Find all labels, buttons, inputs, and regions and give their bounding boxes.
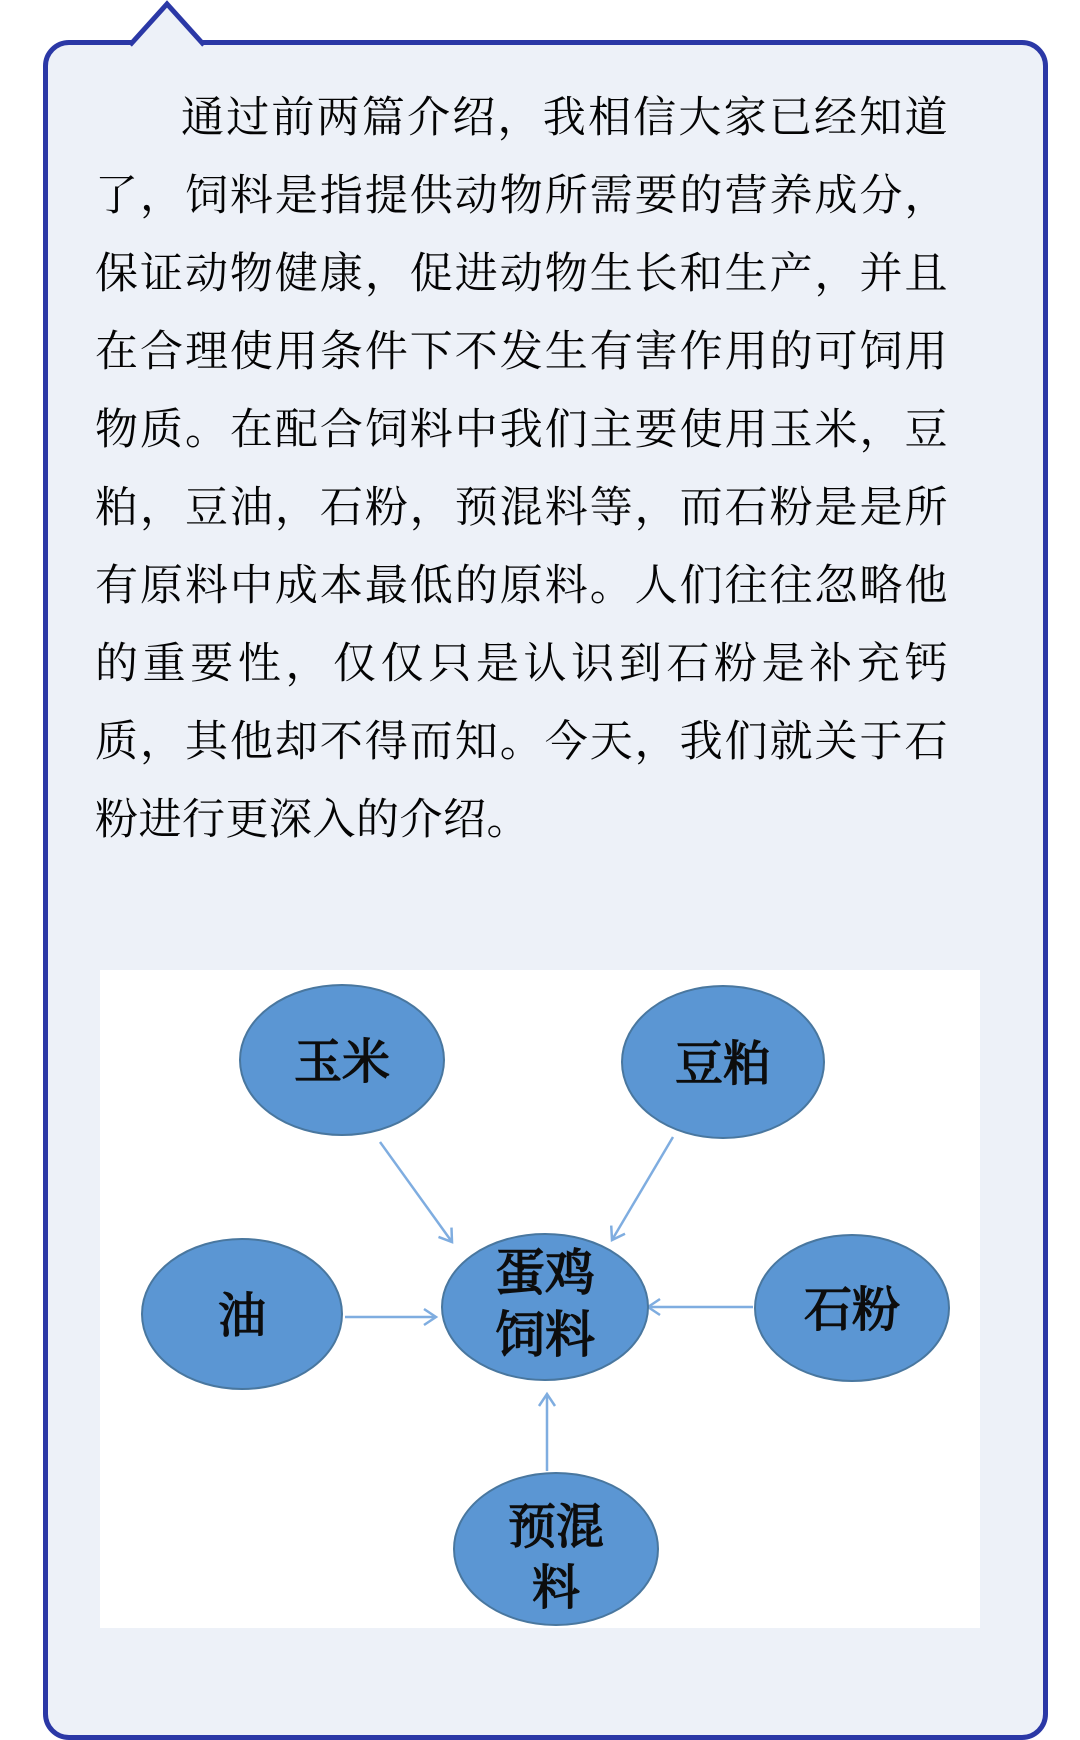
feed-ingredients-diagram bbox=[100, 970, 980, 1628]
edge-corn-to-feed bbox=[380, 1142, 452, 1242]
node-soybean-meal-label: 豆粕 bbox=[674, 1036, 772, 1092]
node-egg-feed-label-line2: 饲料 bbox=[495, 1305, 595, 1364]
node-premix-label-line2: 料 bbox=[531, 1560, 581, 1616]
speech-bubble-pointer bbox=[118, 0, 218, 48]
diagram-svg bbox=[100, 970, 980, 1628]
node-premix-label-line1: 预混 bbox=[507, 1499, 605, 1555]
pointer-fill bbox=[130, 3, 204, 47]
edge-soybean-meal-to-feed bbox=[612, 1137, 673, 1240]
node-corn-label: 玉米 bbox=[293, 1034, 391, 1090]
node-egg-feed-label-line1: 蛋鸡 bbox=[495, 1243, 595, 1302]
article-paragraph: 通过前两篇介绍，我相信大家已经知道了，饲料是指提供动物所需要的营养成分，保证动物健康，促进动物生长和生产，并且在合理使用条件下不发生有害作用的可饲用物质。在配合饲料中我们主要使用玉米，豆粕，豆油，石粉，预混料等，而石粉是是所有原料中成本最低的原料。人们往往忽略他的重要性，仅仅只是认识到石粉是补充钙质，其他却不得而知。今天，我们就关于石粉进行更深入的介绍。 bbox=[95, 94, 948, 844]
node-oil-label: 油 bbox=[217, 1288, 267, 1344]
node-stone-powder-label: 石粉 bbox=[803, 1282, 901, 1338]
